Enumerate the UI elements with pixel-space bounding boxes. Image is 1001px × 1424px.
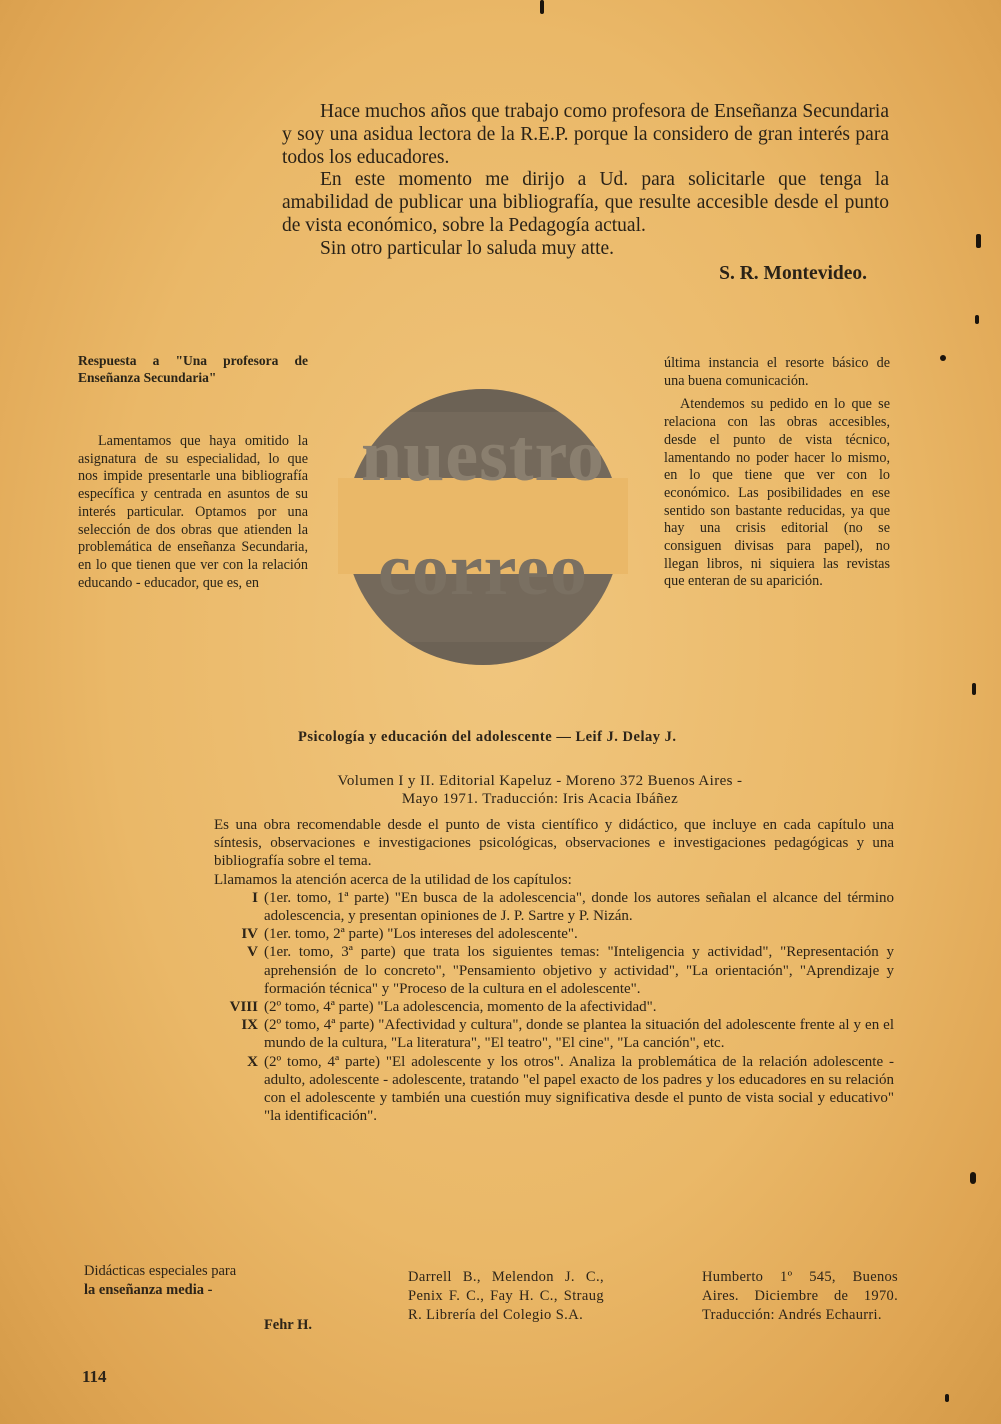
footer-book-title [84,1262,312,1335]
letter-paragraph: Hace muchos años que trabajo como profesora de Enseñanza Secundaria y soy una asidua lectora de la R.E.P. porque la considero de gran interés para todos los educadores. [282,101,889,168]
response-heading: Respuesta a "Una profesora de Enseñanza Secundaria" [78,353,308,385]
response-right-column [664,355,890,591]
chapter-number: IX [241,1017,258,1034]
book-review [214,816,894,1125]
footer-publisher-info: Humberto 1º 545, Buenos Aires. Diciembre de 1970. Traducción: Andrés Echaurri. [702,1269,898,1323]
chapter-text: (1er. tomo, 2ª parte) "Los intereses del adolescente". [264,926,578,943]
letter-signature: S. R. Montevideo. [719,262,867,284]
response-right-text: Atendemos su pedido en lo que se relaciona con las obras accesibles, desde el punto de vista técnico, lamentando no poder hacer lo mismo, en lo que tiene que ver con lo económico. Las posibilidades en ese sentido son bastante reducidas, ya que hay una crisis editorial (no se consiguen divisas para papel), no llegan libros, ni siquiera las revistas que enteran de su aparición. [664,396,890,590]
chapter-text: (1er. tomo, 1ª parte) "En busca de la adolescencia", donde los autores señalan el alcance del término adolescencia, y presentan opiniones de J. P. Sartre y P. Nizán. [264,889,894,925]
paper-blemish [970,1172,976,1184]
footer-title-line: la enseñanza media - [84,1282,213,1298]
paper-blemish [976,234,981,248]
chapter-item [214,889,894,925]
letter-paragraph: Sin otro particular lo saluda muy atte. [320,237,615,259]
chapter-text: (2º tomo, 4ª parte) "El adolescente y los otros". Analiza la problemática de la relación adolescente - adulto, adolescente - adolescente, tratando "el papel exacto de los padres y los educadores en su relación con el adolescente y también una cuestión muy significativa desde el punto de vista social y educativo" "la identificación". [264,1053,894,1125]
chapter-item [214,1016,894,1052]
footer-coauthors: Darrell B., Melendon J. C., Penix F. C., Fay H. C., Straug R. Librería del Colegio S.A. [408,1269,604,1323]
reader-letter [282,101,889,285]
paper-blemish [972,683,976,695]
nuestro-correo-logo [338,382,628,672]
paper-blemish [540,0,544,14]
book-publication [260,772,820,808]
response-left-column [78,433,308,592]
chapter-item [214,1053,894,1126]
response-left-text: Lamentamos que haya omitido la asignatura de su especialidad, lo que nos impide presentarle una bibliografía específica y centrada en asuntos de su interés particular. Optamos por una selección de dos obras que atienden la problemática de enseñanza Secundaria, en lo que tienen que ver con la relación educando - educador, que es, en [78,433,308,591]
book-title: Psicología y educación del adolescente — Leif J. Delay J. [298,729,677,745]
publication-line: Volumen I y II. Editorial Kapeluz - Moreno 372 Buenos Aires - [337,773,743,789]
footer-title-line: Didácticas especiales para [84,1263,237,1279]
page-number: 114 [82,1367,107,1386]
chapter-text: (1er. tomo, 3ª parte) que trata los siguientes temas: "Inteligencia y actividad", "Representación y aprehensión de lo concreto", "Pensamiento objetivo y actividad", "La orientación", "Aprendizaje y formación técnica" y "Proceso de la cultura en el adolescente". [264,944,894,997]
chapter-text: (2º tomo, 4ª parte) "Afectividad y cultura", donde se plantea la situación del adolescente frente al y en el mundo de la cultura, "La literatura", "El teatro", "El cine", "La canción", etc. [264,1017,894,1052]
letter-paragraph: En este momento me dirijo a Ud. para solicitarle que tenga la amabilidad de publicar una bibliografía, que resulte accesible desde el punto de vista económico, sobre la Pedagogía actual. [282,169,889,236]
publication-line: Mayo 1971. Traducción: Iris Acacia Ibáñez [401,791,679,807]
review-intro: Es una obra recomendable desde el punto de vista científico y didáctico, que incluye en cada capítulo una síntesis, observaciones e investigaciones psicológicas, observaciones e investigaciones pedagógicas y una bibliografía sobre el tema. [214,817,894,870]
chapter-number: V [247,944,258,961]
chapter-number: X [247,1053,258,1070]
chapter-item [214,998,894,1016]
logo-word-nuestro: nuestro [360,415,606,497]
logo-word-correo: correo [377,529,589,611]
chapter-number: VIII [229,999,258,1016]
chapter-item [214,943,894,998]
chapter-number: IV [241,926,258,943]
chapter-item [214,925,894,943]
chapter-number: I [252,889,258,906]
paper-blemish [975,315,979,324]
footer-author: Fehr H. [263,1317,312,1333]
response-right-continuation: última instancia el resorte básico de una buena comunicación. [664,355,890,389]
paper-blemish [940,355,946,361]
review-lead: Llamamos la atención acerca de la utilidad de los capítulos: [214,871,572,888]
paper-blemish [945,1394,949,1402]
chapter-text: (2º tomo, 4ª parte) "La adolescencia, momento de la afectividad". [264,999,657,1016]
logo-emblem-icon [338,382,628,672]
